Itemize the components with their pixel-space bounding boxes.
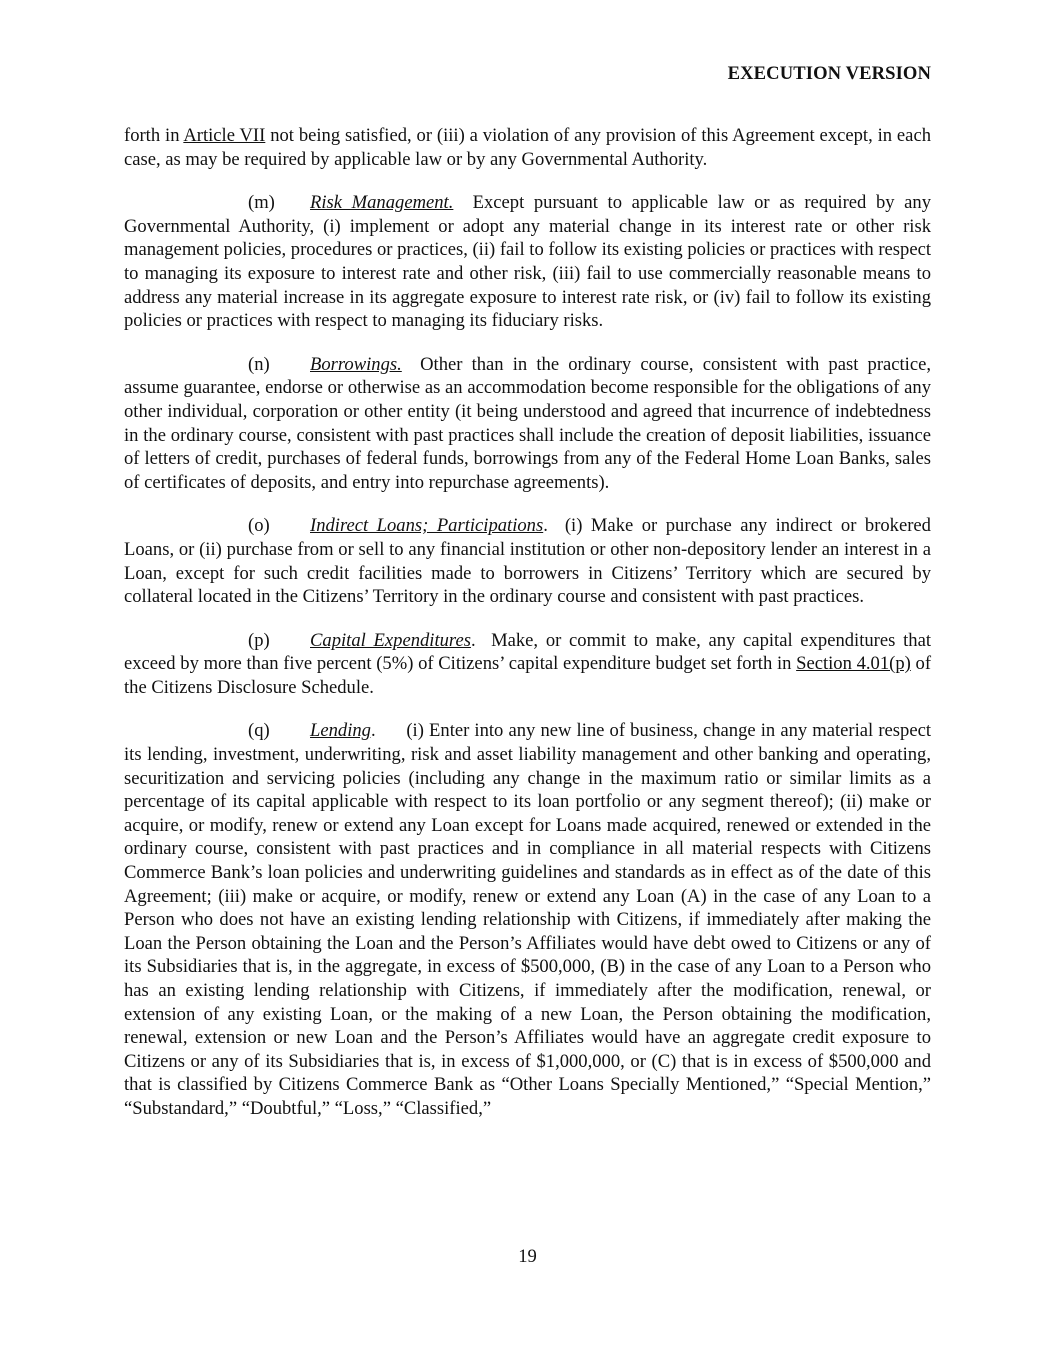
section-m-heading: Risk Management. xyxy=(310,192,454,214)
section-q-paragraph: (q) Lending. (i) Enter into any new line of business, change in any material respect its lending, investment, underwriting, risk and asset liability management and other banking and operating, securitization and servicing policies (including any change in the maximum ratio or similar limits as a percentage of its capital applicable with respect to its loan portfolio or any segment thereof); (ii) make or acquire, or modify, renew or extend any Loan except for Loans made acquired, renewed or extended in the ordinary course, consistent with past practices and in compliance in all material respects with Citizens Commerce Bank’s loan policies and underwriting guidelines and standards as in effect as of the date of this Agreement; (iii) make or acquire, or modify, renew or extend any Loan (A) in the case of any Loan to a Person who does not have an existing lending relationship with Citizens, if immediately after making the Loan the Person obtaining the Loan and the Person’s Affiliates would have debt owed to Citizens or any of its Subsidiaries that is, in the aggregate, in excess of $500,000, (B) in the case of any Loan to a Person who has an existing lending relationship with Citizens, if immediately after the modification, renewal, or extension of any existing Loan, or the making of a new Loan, the Person obtaining the modification, renewal, extension or new Loan and the Person’s Affiliates would have an aggregate credit exposure to Citizens or any of its Subsidiaries that is, in excess of $1,000,000, or (C) that is in excess of $500,000 and that is classified by Citizens Commerce Bank as “Other Loans Specially Mentioned,” “Special Mention,” “Substandard,” “Doubtful,” “Loss,” “Classified,” xyxy=(124,720,931,1119)
continuation-pre: forth in xyxy=(124,125,184,146)
section-p-post: of the Citizens Disclosure Schedule. xyxy=(124,653,932,698)
section-reference: Section 4.01(p) xyxy=(796,653,911,675)
section-o-heading: Indirect Loans; Participations xyxy=(310,515,544,537)
section-o-letter: (o) xyxy=(248,515,270,537)
continuation-post: not being satisfied, or (iii) a violation of any provision of this Agreement except, in each case, as may be required by applicable law or by any Governmental Authority. xyxy=(124,125,931,170)
section-p-heading: Capital Expenditures xyxy=(310,629,471,651)
execution-version-header: EXECUTION VERSION xyxy=(727,63,931,84)
section-n-letter: (n) xyxy=(248,353,270,375)
section-o-text: (i) Make or purchase any indirect or brokered Loans, or (ii) purchase from or sell to any financial institution or other non-depository lender an interest in a Loan, except for such credit facilities made to borrowers in Citizens’ Territory which are secured by collateral located in the Citizens’ Territory in the ordinary course and consistent with past practices. xyxy=(124,515,931,608)
section-q-letter: (q) xyxy=(248,720,270,742)
section-p-text: Make, or commit to make, any capital expenditures that exceed by more than five percent (5%) of Citizens’ capital expenditure budget set forth in xyxy=(124,629,931,675)
section-m-paragraph xyxy=(124,191,931,333)
continuation-paragraph xyxy=(124,124,931,171)
section-m-letter: (m) xyxy=(248,192,275,214)
section-n-paragraph xyxy=(124,353,931,495)
section-p-letter: (p) xyxy=(248,629,270,651)
section-q-heading: Lending xyxy=(310,720,371,742)
section-n-text: Other than in the ordinary course, consistent with past practice, assume guarantee, endorse or otherwise as an accommodation become responsible for the obligations of any other individual, corporation or other entity (it being understood and agreed that incurrence of indebtedness in the ordinary course, consistent with past practices shall include the creation of deposit liabilities, issuance of letters of credit, purchases of federal funds, borrowings from any of the Federal Home Loan Banks, sales of certificates of deposits, and entry into repurchase agreements). xyxy=(124,353,932,493)
section-n-heading: Borrowings. xyxy=(310,353,402,375)
document-body xyxy=(124,124,931,1141)
section-m-text: Except pursuant to applicable law or as required by any Governmental Authority, (i) implement or adopt any material change in its interest rate or other risk management policies, procedures or practices, (ii) fail to follow its existing policies or practices with respect to managing its exposure to interest rate and other risk, (iii) fail to use commercially reasonable means to address any material increase in its aggregate exposure to interest rate risk, or (iv) fail to follow its existing policies or practices with respect to managing its fiduciary risks. xyxy=(124,192,932,332)
section-o-paragraph: (o) Indirect Loans; Participations. (i) Make or purchase any indirect or brokered Loans, or (ii) purchase from or sell to any financial institution or other non-depository lender an interest in a Loan, except for such credit facilities made to borrowers in Citizens’ Territory which are secured by collateral located in the Citizens’ Territory in the ordinary course and consistent with past practices. xyxy=(124,515,931,608)
page-number: 19 xyxy=(518,1246,537,1267)
section-q-text: (i) Enter into any new line of business, change in any material respect its lending, investment, underwriting, risk and asset liability management and other banking and operating, securitization and servicing policies (including any change in the maximum ratio or similar limits as a percentage of its capital applicable with respect to its loan portfolio or any segment thereof); (ii) make or acquire, or modify, renew or extend any Loan except for Loans made acquired, renewed or extended in the ordinary course, consistent with past practices and in compliance in all material respects with Citizens Commerce Bank’s loan policies and underwriting guidelines and standards as in effect as of the date of this Agreement; (iii) make or acquire, or modify, renew or extend any Loan (A) in the case of any Loan to a Person who does not have an existing lending relationship with Citizens, if immediately after making the Loan the Person obtaining the Loan and the Person’s Affiliates would have debt owed to Citizens or any of its Subsidiaries that is, in the aggregate, in excess of $500,000, (B) in the case of any Loan to a Person who has an existing lending relationship with Citizens, if immediately after the modification, renewal, or extension of any existing Loan, or the making of a new Loan, the Person obtaining the modification, renewal, extension or new Loan and the Person’s Affiliates would have an aggregate credit exposure to Citizens or any of its Subsidiaries that is, in excess of $1,000,000, or (C) that is in excess of $500,000 and that is classified by Citizens Commerce Bank as “Other Loans Specially Mentioned,” “Special Mention,” “Substandard,” “Doubtful,” “Loss,” “Classified,” xyxy=(124,720,931,1119)
section-p-paragraph: (p) Capital Expenditures. Make, or commit to make, any capital expenditures that exceed by more than five percent (5%) of Citizens’ capital expenditure budget set forth in Section 4.01(p) of the Citizens Disclosure Schedule. xyxy=(124,629,932,698)
article-reference: Article VII xyxy=(183,125,266,146)
